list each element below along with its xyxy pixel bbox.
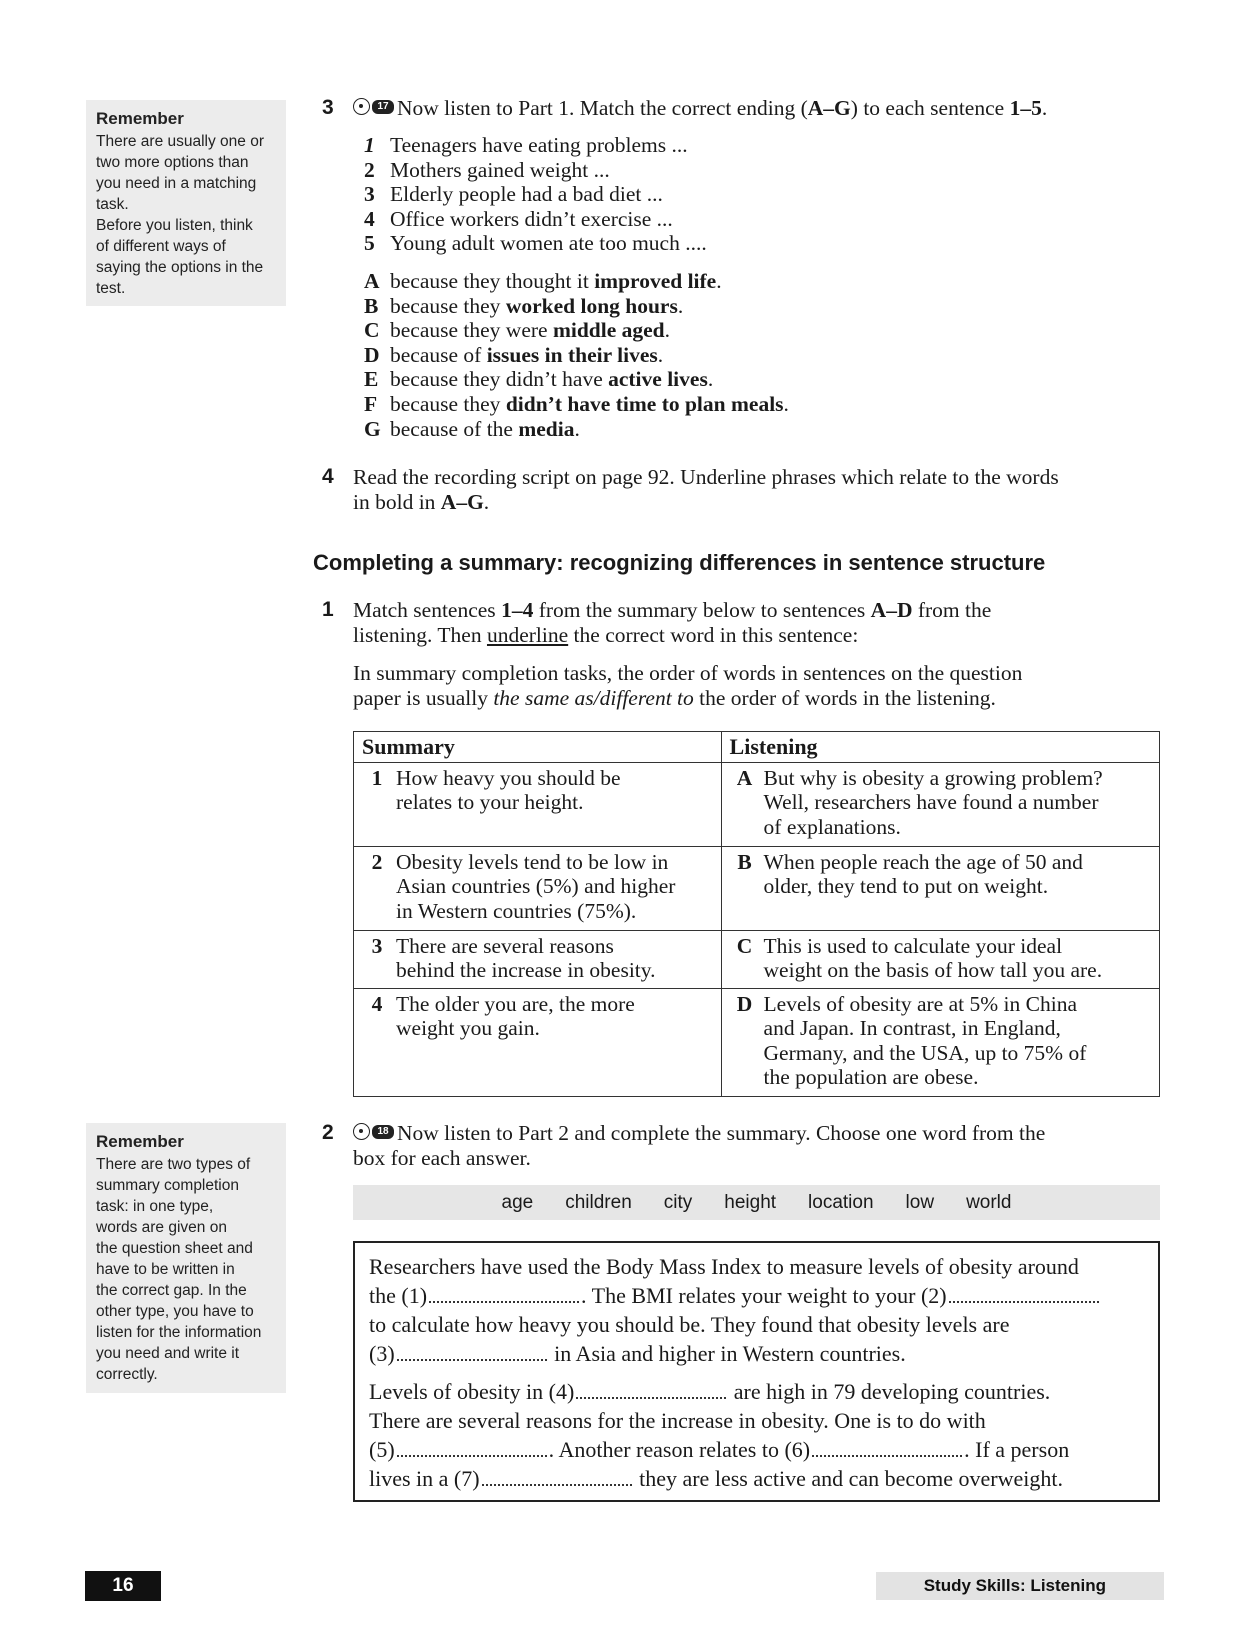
listening-cell: C This is used to calculate your ideal weight on the basis of how tall you are. (721, 930, 1159, 988)
remember-box-summary (86, 1123, 286, 1393)
word-option: height (724, 1191, 777, 1213)
task-2-instruction: 18 Now listen to Part 2 and complete the summary. Choose one word from the box for each answer. (353, 1121, 1046, 1170)
list-item: 5 Young adult women ate too much .... (364, 231, 707, 256)
remember-title: Remember (96, 109, 184, 128)
list-item: A because they thought it improved life. (364, 269, 722, 293)
summary-cell: 1 How heavy you should be relates to your height. (354, 762, 722, 846)
word-option: age (501, 1191, 534, 1213)
endings-list (364, 269, 789, 441)
remember-box-matching (86, 100, 286, 306)
word-option: world (966, 1191, 1012, 1213)
answer-blank-5[interactable] (397, 1439, 547, 1457)
question-4-number: 4 (322, 465, 334, 488)
summary-header: Summary (354, 732, 722, 763)
list-item: F because they didn’t have time to plan meals. (364, 391, 789, 416)
word-option: children (565, 1191, 632, 1213)
list-item: G because of the media. (364, 416, 580, 441)
list-item: 4 Office workers didn’t exercise ... (364, 206, 673, 231)
table-header-row (354, 732, 1160, 763)
list-item: 3 Elderly people had a bad diet ... (364, 182, 663, 207)
answer-blank-4[interactable] (576, 1381, 726, 1399)
question-3-instruction: 17 Now listen to Part 1. Match the correct ending (A–G) to each sentence 1–5. (353, 96, 1173, 121)
word-option: location (808, 1191, 874, 1213)
list-item: E because they didn’t have active lives. (364, 367, 714, 392)
listening-cell: A But why is obesity a growing problem? Well, researchers have found a number of explanations. (721, 762, 1159, 846)
listening-cell: B When people reach the age of 50 and older, they tend to put on weight. (721, 846, 1159, 930)
remember-text: There are usually one or two more options than you need in a matching task. Before you listen, think of different ways of saying the options in the test. (96, 133, 265, 297)
answer-blank-6[interactable] (812, 1439, 962, 1457)
answer-blank-1[interactable] (429, 1285, 579, 1303)
summary-paragraph-1: Researchers have used the Body Mass Index to measure levels of obesity around the (1) . The BMI relates your weight to your (2) to calculate how heavy you should be. They found that obesity levels are (3) in Asia and higher in Western countries. (369, 1252, 1144, 1368)
summary-cell: 2 Obesity levels tend to be low in Asian countries (5%) and higher in Western countries (75%). (354, 846, 722, 930)
task-1-statement: In summary completion tasks, the order of words in sentences on the question paper is usually the same as/different to the order of words in the listening. (353, 661, 1023, 710)
word-box (353, 1185, 1160, 1220)
list-item: D because of issues in their lives. (364, 342, 664, 367)
remember-text: There are two types of summary completion task: in one type, words are given on the question sheet and have to be written in the correct gap. In the other type, you have to listen for the information you need and write it correctly. (96, 1156, 262, 1383)
table-row (354, 762, 1160, 846)
question-3-number: 3 (322, 96, 334, 119)
listening-header: Listening (721, 732, 1159, 763)
list-item: B because they worked long hours. (364, 293, 684, 318)
answer-blank-7[interactable] (482, 1468, 632, 1486)
task-1-number: 1 (322, 598, 334, 621)
word-option: low (905, 1191, 935, 1213)
summary-cell: 3 There are several reasons behind the increase in obesity. (354, 930, 722, 988)
summary-completion-box (353, 1241, 1160, 1502)
table-row (354, 988, 1160, 1096)
remember-title: Remember (96, 1132, 184, 1151)
section-heading: Completing a summary: recognizing differences in sentence structure (313, 550, 1046, 575)
audio-cd-icon: 17 (353, 97, 395, 118)
answer-blank-3[interactable] (397, 1343, 547, 1361)
list-item: 2 Mothers gained weight ... (364, 157, 610, 182)
summary-paragraph-2: Levels of obesity in (4) are high in 79 developing countries. There are several reasons for the increase in obesity. One is to do with (5) . Another reason relates to (6) . If a person lives in a (7) they are less active and can become overweight. (369, 1379, 1070, 1491)
list-item: 1 Teenagers have eating problems ... (364, 133, 688, 157)
table-row (354, 846, 1160, 930)
question-4-instruction: Read the recording script on page 92. Underline phrases which relate to the words in bold in A–G. (353, 465, 1059, 514)
summary-listening-table (353, 731, 1160, 1097)
listening-cell: D Levels of obesity are at 5% in China and Japan. In contrast, in England, Germany, and the USA, up to 75% of the population are obese. (721, 988, 1159, 1096)
summary-cell: 4 The older you are, the more weight you gain. (354, 988, 722, 1096)
sentence-list (364, 133, 707, 256)
book-title-footer: Study Skills: Listening (876, 1572, 1164, 1600)
word-option: city (663, 1191, 693, 1213)
page-number: 16 (85, 1571, 161, 1601)
audio-cd-icon: 18 (353, 1122, 395, 1143)
task-1-instruction: Match sentences 1–4 from the summary below to sentences A–D from the listening. Then underline the correct word in this sentence: (353, 598, 992, 647)
list-item: C because they were middle aged. (364, 318, 671, 343)
answer-blank-2[interactable] (949, 1285, 1099, 1303)
task-2-number: 2 (322, 1121, 334, 1144)
table-row (354, 930, 1160, 988)
